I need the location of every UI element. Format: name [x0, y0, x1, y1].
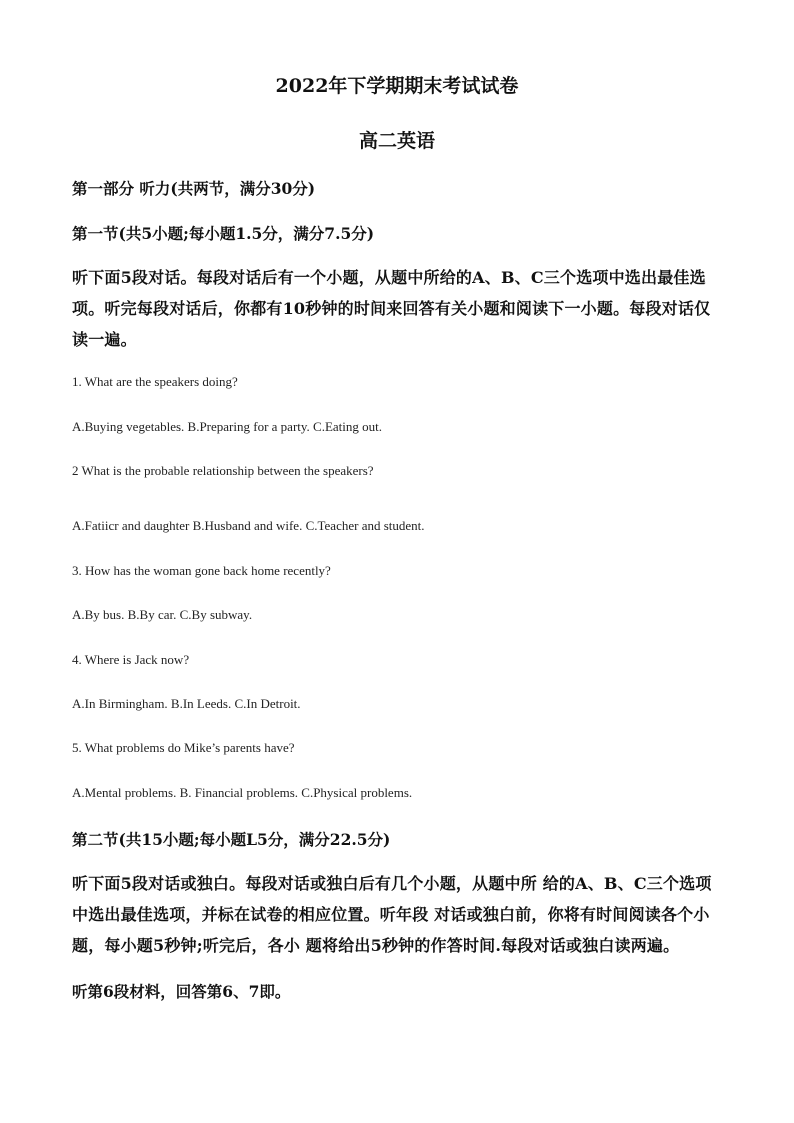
- section1-instructions: 听下面5段对话。每段对话后有一个小题，从题中所给的A、B、C三个选项中选出最佳选项。听完每段对话后，你都有10秒钟的时间来回答有关小题和阅读下一小题。每段对话仅读一遍。: [72, 268, 711, 349]
- question-4-options: A.In Birmingham. B.In Leeds. C.In Detroit.: [72, 696, 301, 711]
- section2-instructions: 听下面5段对话或独白。每段对话或独白后有几个小题，从题中所 给的A、B、C三个选项中选出最佳选项，并标在试卷的相应位置。听年段 对话或独白前，你将有时间阅读各个小题，每小题5秒钟;听完后，各小 题将给出5秒钟的作答时间.每段对话或独白读两遍。: [72, 874, 712, 955]
- question-3-stem: 3. How has the woman gone back home recently?: [72, 563, 331, 578]
- question-5-options: A.Mental problems. B. Financial problems. C.Physical problems.: [72, 785, 413, 800]
- question-3-options: A.By bus. B.By car. C.By subway.: [72, 607, 253, 622]
- question-2-options: A.Fatiicr and daughter B.Husband and wife. C.Teacher and student.: [72, 518, 425, 533]
- section1-heading: 第一节(共5小题;每小题1.5分，满分7.5分): [72, 224, 375, 243]
- question-2-stem: 2 What is the probable relationship between the speakers?: [72, 463, 374, 478]
- section2-heading: 第二节(共15小题;每小题L5分，满分22.5分): [72, 830, 391, 849]
- exam-subject: 高二英语: [358, 130, 435, 152]
- question-5-stem: 5. What problems do Mike’s parents have?: [72, 740, 295, 755]
- exam-title: 2022年下学期期末考试试卷: [275, 75, 519, 97]
- material-note: 听第6段材料，回答第6、7即。: [72, 982, 291, 1001]
- question-1-stem: 1. What are the speakers doing?: [72, 374, 238, 389]
- question-4-stem: 4. Where is Jack now?: [72, 652, 190, 667]
- part1-heading: 第一部分 听力(共两节，满分30分): [72, 179, 316, 198]
- question-1-options: A.Buying vegetables. B.Preparing for a party. C.Eating out.: [72, 419, 383, 434]
